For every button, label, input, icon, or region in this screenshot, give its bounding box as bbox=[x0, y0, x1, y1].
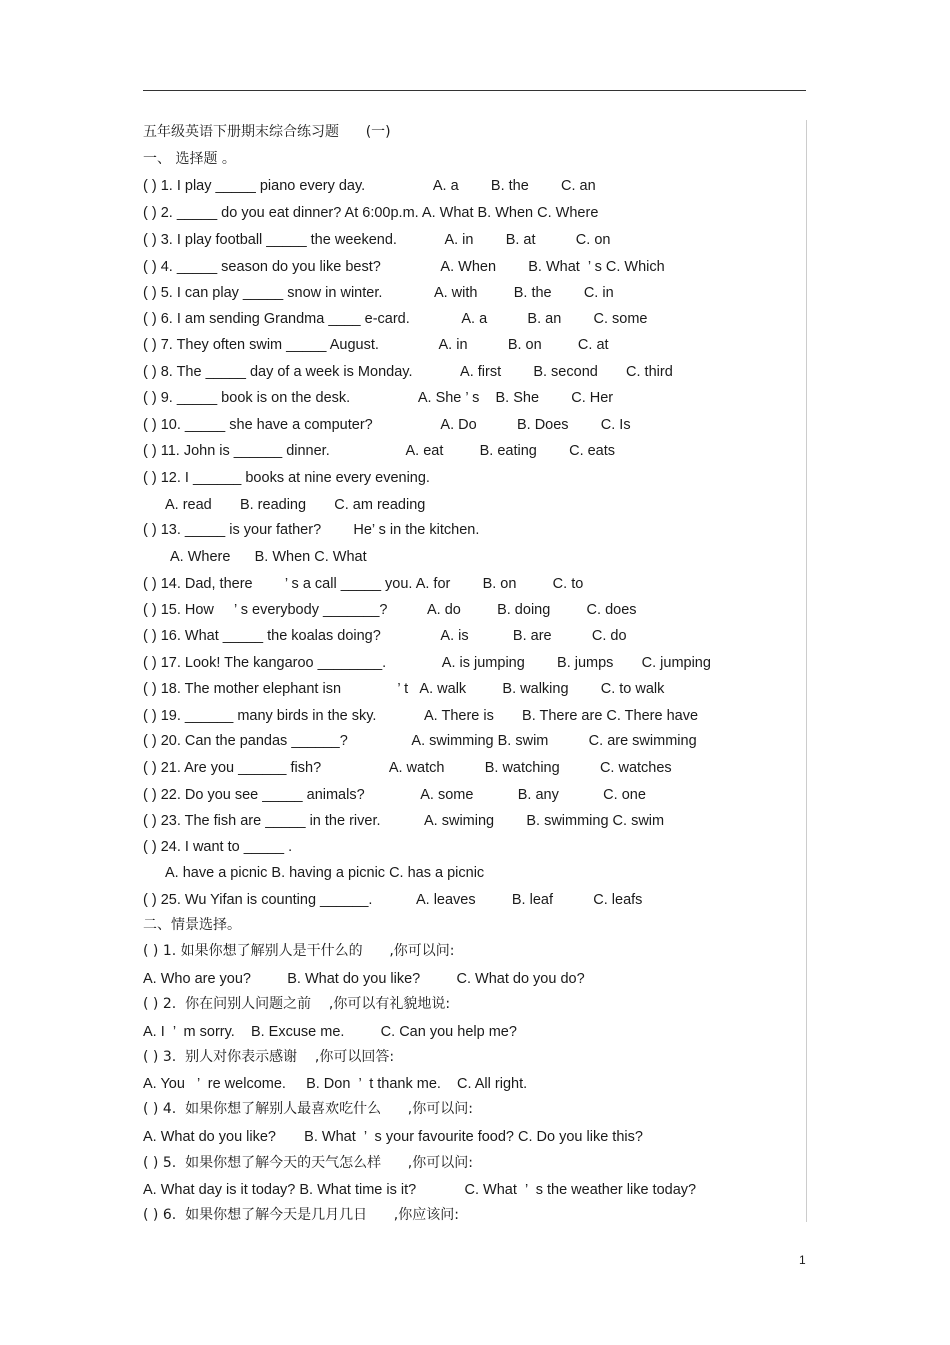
scenario-question: ( ) 6. 如果你想了解今天是几月几日 ,你应该问: bbox=[143, 1207, 459, 1223]
scenario-options: A. You ’ re welcome. B. Don ’ t thank me. C. All right. bbox=[143, 1076, 528, 1092]
scenario-options: A. I ’ m sorry. B. Excuse me. C. Can you help me? bbox=[143, 1024, 517, 1040]
question-line: ( ) 6. I am sending Grandma ____ e-card. A. a B. an C. some bbox=[143, 311, 648, 327]
question-line: ( ) 22. Do you see _____ animals? A. some B. any C. one bbox=[143, 787, 646, 803]
question-options: A. have a picnic B. having a picnic C. has a picnic bbox=[165, 865, 485, 881]
header-rule bbox=[143, 90, 806, 91]
question-line: ( ) 7. They often swim _____ August. A. in B. on C. at bbox=[143, 337, 609, 353]
scenario-question: ( ) 3. 别人对你表示感谢 ,你可以回答: bbox=[143, 1049, 395, 1065]
question-line: ( ) 14. Dad, there ’ s a call _____ you. A. for B. on C. to bbox=[143, 576, 584, 592]
question-line: ( ) 25. Wu Yifan is counting ______. A. leaves B. leaf C. leafs bbox=[143, 892, 643, 908]
question-line: ( ) 12. I ______ books at nine every evening. bbox=[143, 470, 430, 486]
question-line: ( ) 5. I can play _____ snow in winter. A. with B. the C. in bbox=[143, 285, 614, 301]
scenario-options: A. Who are you? B. What do you like? C. What do you do? bbox=[143, 971, 585, 987]
scenario-options: A. What day is it today? B. What time is it? C. What ’ s the weather like today? bbox=[143, 1182, 697, 1198]
question-line: ( ) 3. I play football _____ the weekend. A. in B. at C. on bbox=[143, 232, 611, 248]
section-1-heading: 一、 选择题 。 bbox=[143, 151, 236, 167]
question-line: ( ) 13. _____ is your father? He’ s in the kitchen. bbox=[143, 522, 480, 538]
question-line: ( ) 18. The mother elephant isn ’ t A. walk B. walking C. to walk bbox=[143, 681, 665, 697]
question-options: A. read B. reading C. am reading bbox=[165, 497, 426, 513]
question-line: ( ) 23. The fish are _____ in the river. A. swiming B. swimming C. swim bbox=[143, 813, 665, 829]
question-line: ( ) 10. _____ she have a computer? A. Do B. Does C. Is bbox=[143, 417, 631, 433]
scenario-question: ( ) 4. 如果你想了解别人最喜欢吃什么 ,你可以问: bbox=[143, 1101, 473, 1117]
question-line: ( ) 19. ______ many birds in the sky. A. There is B. There are C. There have bbox=[143, 708, 699, 724]
question-line: ( ) 11. John is ______ dinner. A. eat B. eating C. eats bbox=[143, 443, 616, 459]
question-line: ( ) 1. I play _____ piano every day. A. a B. the C. an bbox=[143, 178, 596, 194]
question-line: ( ) 24. I want to _____ . bbox=[143, 839, 293, 855]
page-number: 1 bbox=[799, 1253, 806, 1267]
document-title: 五年级英语下册期末综合练习题 (一) bbox=[143, 124, 391, 140]
right-margin-rule bbox=[806, 120, 807, 1222]
question-line: ( ) 17. Look! The kangaroo ________. A. is jumping B. jumps C. jumping bbox=[143, 655, 711, 671]
question-line: ( ) 16. What _____ the koalas doing? A. is B. are C. do bbox=[143, 628, 627, 644]
question-line: ( ) 15. How ’ s everybody _______? A. do B. doing C. does bbox=[143, 602, 637, 618]
scenario-question: ( ) 1. 如果你想了解别人是干什么的 ,你可以问: bbox=[143, 943, 455, 959]
question-line: ( ) 21. Are you ______ fish? A. watch B. watching C. watches bbox=[143, 760, 672, 776]
question-line: ( ) 2. _____ do you eat dinner? At 6:00p.m. A. What B. When C. Where bbox=[143, 205, 599, 221]
question-options: A. Where B. When C. What bbox=[170, 549, 367, 565]
scenario-options: A. What do you like? B. What ’ s your favourite food? C. Do you like this? bbox=[143, 1129, 643, 1145]
question-line: ( ) 8. The _____ day of a week is Monday. A. first B. second C. third bbox=[143, 364, 673, 380]
question-line: ( ) 9. _____ book is on the desk. A. She ’ s B. She C. Her bbox=[143, 390, 614, 406]
question-line: ( ) 4. _____ season do you like best? A. When B. What ’ s C. Which bbox=[143, 259, 665, 275]
scenario-question: ( ) 5. 如果你想了解今天的天气怎么样 ,你可以问: bbox=[143, 1155, 473, 1171]
question-line: ( ) 20. Can the pandas ______? A. swimming B. swim C. are swimming bbox=[143, 733, 697, 749]
section-2-heading: 二、情景选择。 bbox=[143, 917, 241, 933]
scenario-question: ( ) 2. 你在问别人问题之前 ,你可以有礼貌地说: bbox=[143, 996, 451, 1012]
